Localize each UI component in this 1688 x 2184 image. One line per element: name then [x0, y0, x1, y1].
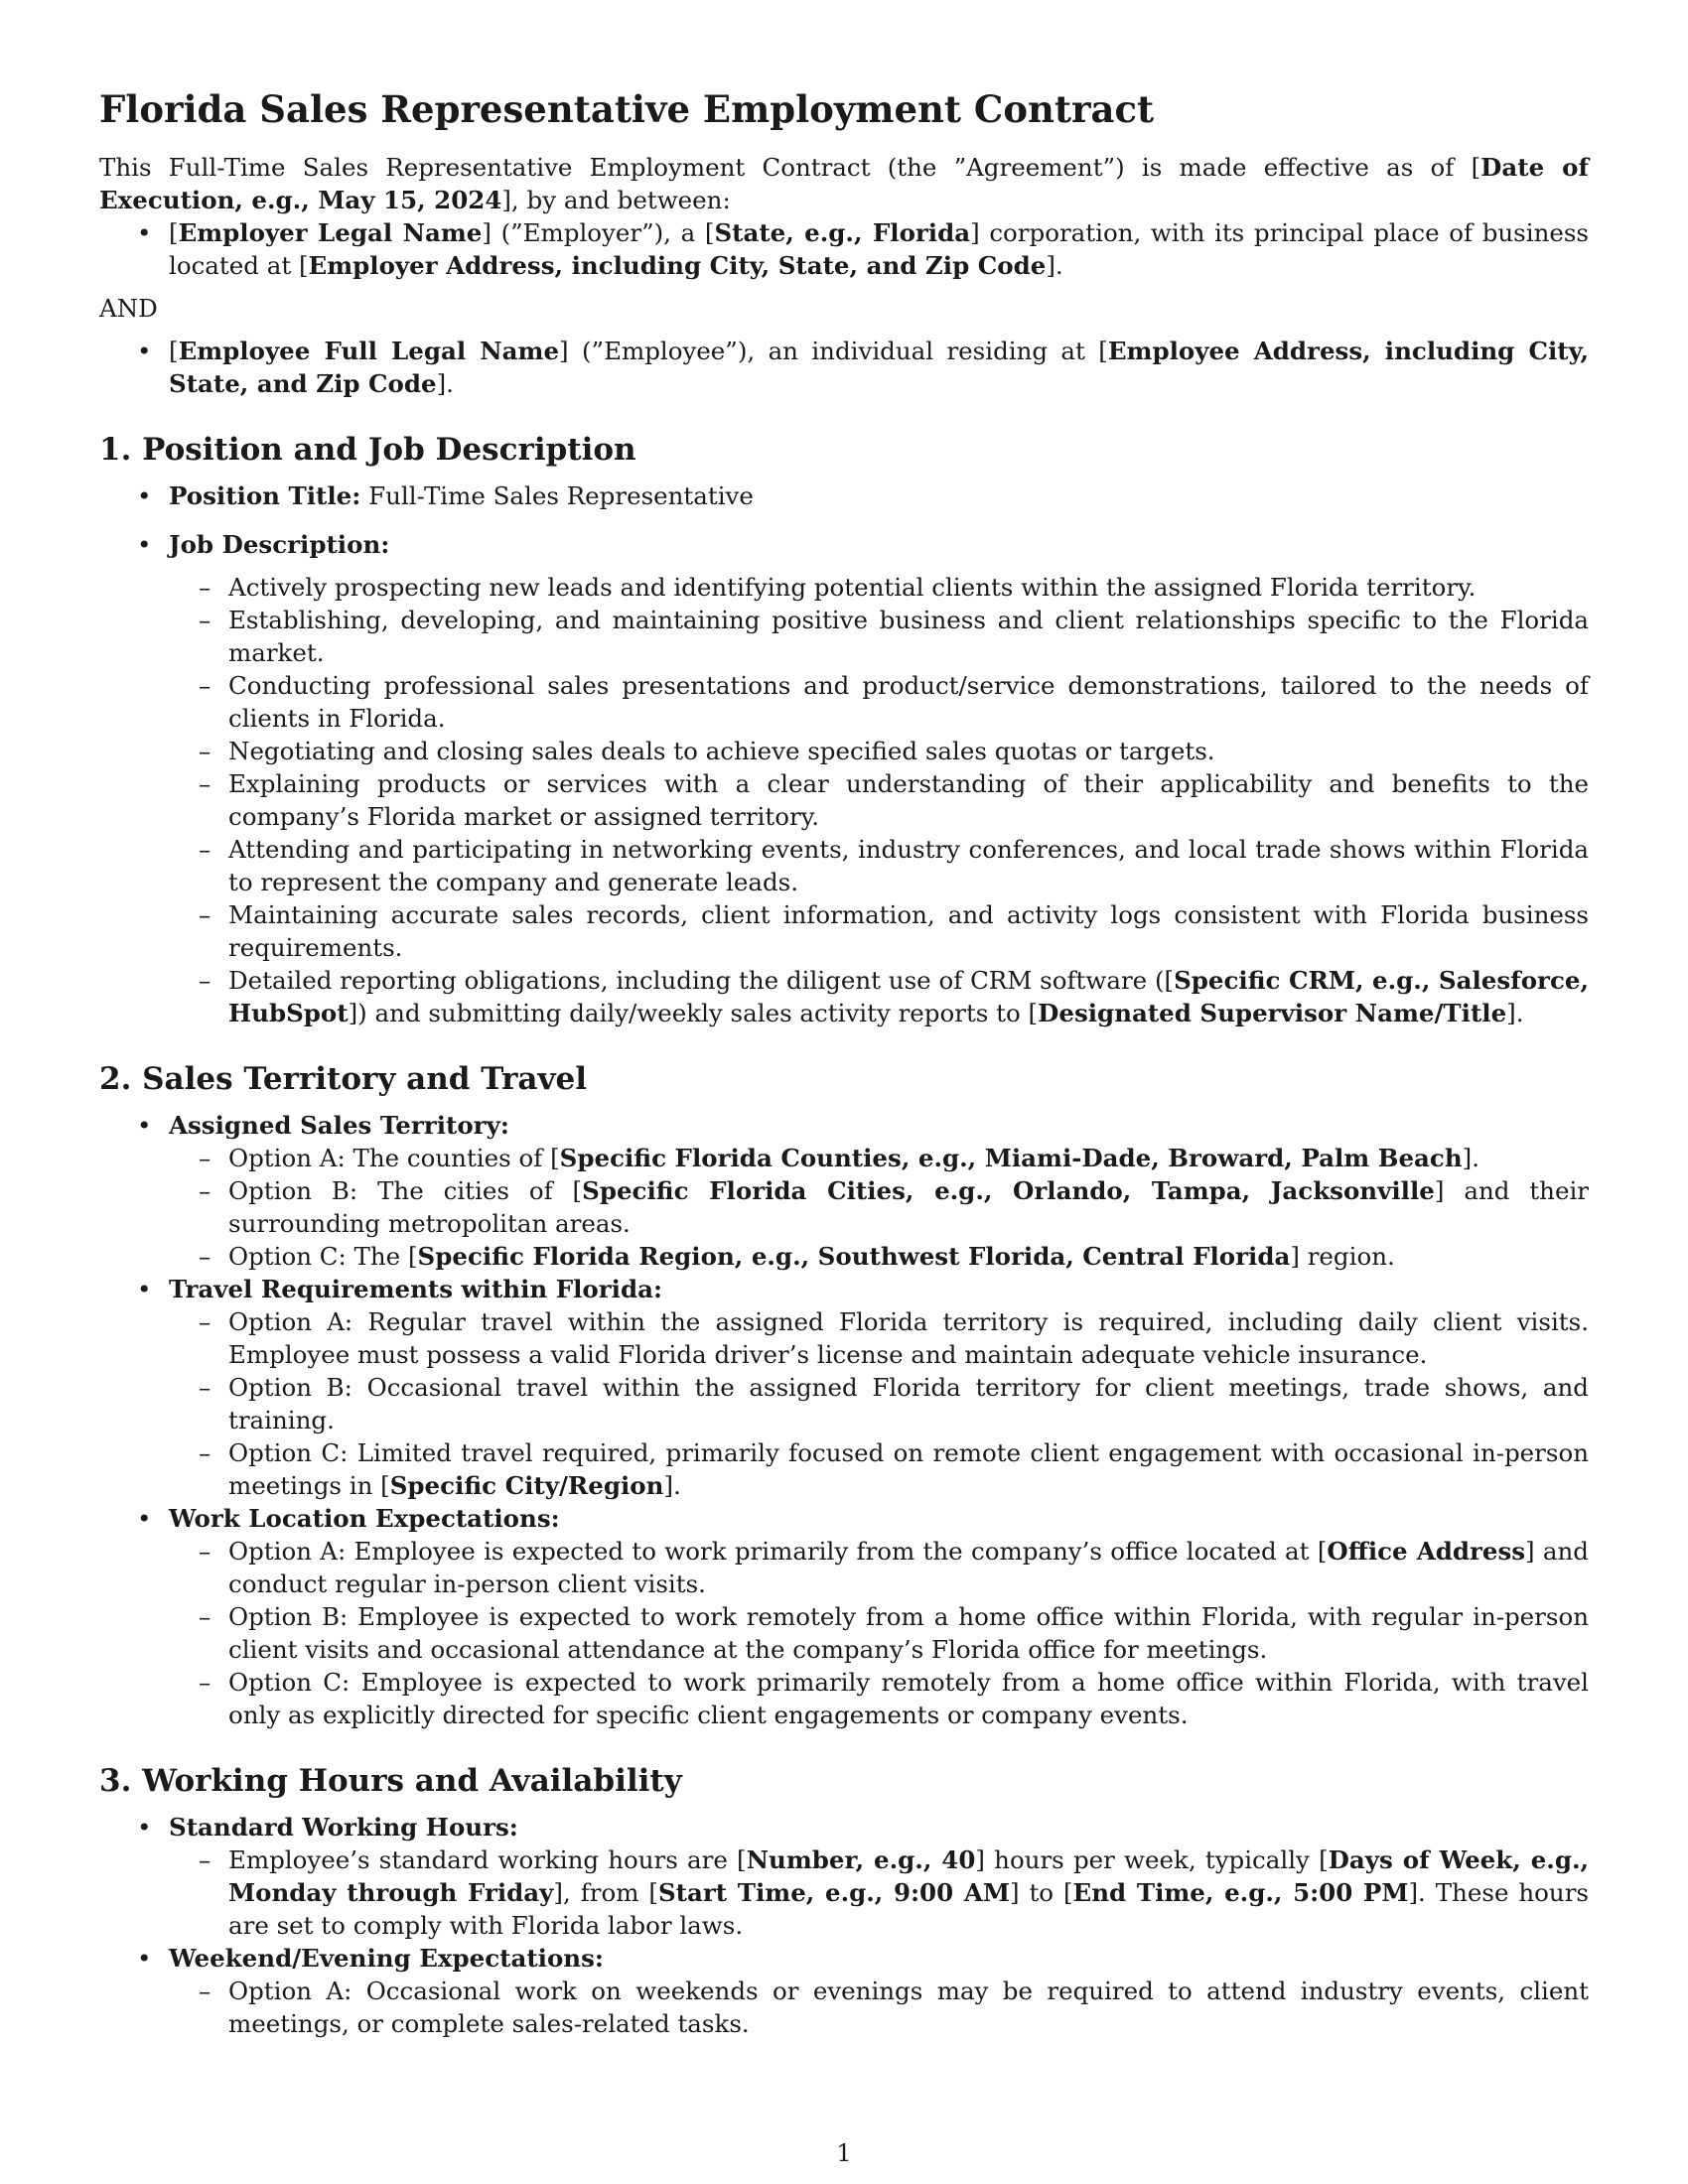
list-item: – Option B: Occasional travel within the assigned Florida territory for client meetings, trade shows, and training. — [169, 1371, 1589, 1436]
employee-address-placeholder: Employee Address, including City, State, and Zip Code — [169, 337, 1589, 398]
weekend-item — [99, 1942, 1589, 2040]
weekend-label: Weekend/Evening Expectations: — [169, 1944, 604, 1973]
office-address-placeholder: Office Address — [1327, 1537, 1526, 1566]
position-title-label: Position Title: — [169, 481, 361, 510]
position-title-item — [99, 479, 1589, 512]
counties-placeholder: Specific Florida Counties, e.g., Miami-Dade, Broward, Palm Beach — [559, 1144, 1463, 1172]
list-item: – Option C: The [Specific Florida Region, e.g., Southwest Florida, Central Florida] region. — [169, 1240, 1589, 1273]
employer-party: • [Employer Legal Name] (”Employer”), a [State, e.g., Florida] corporation, with its principal place of business located at [Employer Address, including City, State, and Zip Code]. — [99, 216, 1589, 282]
travel-item — [99, 1273, 1589, 1502]
employer-state-placeholder: State, e.g., Florida — [714, 218, 971, 247]
employer-party-list — [99, 216, 1589, 282]
job-description-item — [99, 528, 1589, 1029]
list-item: – Option C: Limited travel required, primarily focused on remote client engagement with occasional in-person meetings in [Specific City/Region]. — [169, 1436, 1589, 1502]
document-title: Florida Sales Representative Employment Contract — [99, 87, 1155, 131]
list-item: – Option A: Employee is expected to work primarily from the company’s office located at [Office Address] and conduct regular in-person client visits. — [169, 1535, 1589, 1600]
intro-text: This Full-Time Sales Representative Employment Contract (the ”Agreement”) is made effective as of [ — [99, 153, 1481, 182]
execution-date-placeholder: Date of Execution, e.g., May 15, 2024 — [99, 153, 1589, 214]
page-number: 1 — [836, 2139, 852, 2167]
employee-name-placeholder: Employee Full Legal Name — [178, 337, 560, 365]
list-item: – Attending and participating in networking events, industry conferences, and local trade shows within Florida to represent the company and generate leads. — [169, 833, 1589, 898]
work-location-options — [169, 1535, 1589, 1731]
list-item: – Option A: Occasional work on weekends or evenings may be required to attend industry events, client meetings, or complete sales-related tasks. — [169, 1975, 1589, 2040]
section-1-list — [99, 479, 1589, 1029]
and-separator: AND — [99, 294, 158, 323]
list-item: – Detailed reporting obligations, including the diligent use of CRM software ([Specific CRM, e.g., Salesforce, HubSpot]) and submitting daily/weekly sales activity reports to [Designated Supervisor Name/Title]. — [169, 964, 1589, 1029]
job-duties-list — [169, 571, 1589, 1029]
list-item: – Option B: Employee is expected to work remotely from a home office within Florida, with regular in-person client visits and occasional attendance at the company’s Florida office for meetings. — [169, 1600, 1589, 1666]
list-item: – Actively prospecting new leads and identifying potential clients within the assigned Florida territory. — [169, 571, 1589, 604]
end-time-placeholder: End Time, e.g., 5:00 PM — [1072, 1878, 1409, 1907]
work-location-label: Work Location Expectations: — [169, 1504, 560, 1533]
standard-hours-label: Standard Working Hours: — [169, 1813, 518, 1842]
section-3-heading: 3. Working Hours and Availability — [99, 1763, 682, 1799]
list-item: – Maintaining accurate sales records, client information, and activity logs consistent with Florida business requirements. — [169, 898, 1589, 964]
travel-options — [169, 1305, 1589, 1502]
employer-name-placeholder: Employer Legal Name — [178, 218, 483, 247]
position-title-value: Full-Time Sales Representative — [360, 481, 754, 510]
section-1-heading: 1. Position and Job Description — [99, 432, 636, 468]
cities-placeholder: Specific Florida Cities, e.g., Orlando, Tampa, Jacksonville — [582, 1176, 1435, 1205]
list-item: – Option A: Regular travel within the assigned Florida territory is required, including daily client visits. Employee must possess a valid Florida driver’s license and maintain adequate vehicle insurance. — [169, 1305, 1589, 1371]
work-location-item — [99, 1502, 1589, 1731]
list-item: – Option C: Employee is expected to work primarily remotely from a home office within Florida, with travel only as explicitly directed for specific client engagements or company events. — [169, 1666, 1589, 1731]
travel-label: Travel Requirements within Florida: — [169, 1275, 663, 1303]
list-item: – Explaining products or services with a clear understanding of their applicability and benefits to the company’s Florida market or assigned territory. — [169, 767, 1589, 833]
section-3-list — [99, 1811, 1589, 2040]
employee-party-list — [99, 335, 1589, 400]
intro-paragraph — [99, 151, 1589, 216]
hours-number-placeholder: Number, e.g., 40 — [746, 1845, 976, 1874]
standard-hours-item — [99, 1811, 1589, 1942]
employer-address-placeholder: Employer Address, including City, State, and Zip Code — [308, 251, 1047, 280]
list-item: – Conducting professional sales presentations and product/service demonstrations, tailored to the needs of clients in Florida. — [169, 669, 1589, 735]
territory-label: Assigned Sales Territory: — [169, 1111, 509, 1140]
intro-text: ], by and between: — [501, 186, 731, 214]
city-region-placeholder: Specific City/Region — [389, 1471, 664, 1500]
territory-item — [99, 1109, 1589, 1273]
crm-placeholder: Specific CRM, e.g., Salesforce, HubSpot — [228, 966, 1589, 1027]
supervisor-placeholder: Designated Supervisor Name/Title — [1038, 999, 1507, 1027]
section-2-list — [99, 1109, 1589, 1731]
section-2-heading: 2. Sales Territory and Travel — [99, 1061, 588, 1097]
days-placeholder: Days of Week, e.g., Monday through Friday — [228, 1845, 1590, 1907]
weekend-options — [169, 1975, 1589, 2040]
job-description-label: Job Description: — [169, 530, 390, 559]
list-item: – Negotiating and closing sales deals to achieve specified sales quotas or targets. — [169, 735, 1589, 767]
list-item: – Employee’s standard working hours are [Number, e.g., 40] hours per week, typically [Days of Week, e.g., Monday through Friday], from [Start Time, e.g., 9:00 AM] to [End Time, e.g., 5:00 PM]. These hours are set to comply with Florida labor laws. — [169, 1843, 1589, 1942]
employee-party: • [Employee Full Legal Name] (”Employee”), an individual residing at [Employee Address, including City, State, and Zip Code]. — [99, 335, 1589, 400]
region-placeholder: Specific Florida Region, e.g., Southwest Florida, Central Florida — [417, 1242, 1291, 1271]
document-body — [99, 87, 1589, 2040]
list-item: – Option B: The cities of [Specific Florida Cities, e.g., Orlando, Tampa, Jacksonville] and their surrounding metropolitan areas. — [169, 1174, 1589, 1240]
start-time-placeholder: Start Time, e.g., 9:00 AM — [657, 1878, 1010, 1907]
list-item: – Establishing, developing, and maintaining positive business and client relationships specific to the Florida market. — [169, 604, 1589, 669]
list-item: – Option A: The counties of [Specific Florida Counties, e.g., Miami-Dade, Broward, Palm Beach]. — [169, 1142, 1589, 1174]
territory-options — [169, 1142, 1589, 1273]
standard-hours-details — [169, 1843, 1589, 1942]
